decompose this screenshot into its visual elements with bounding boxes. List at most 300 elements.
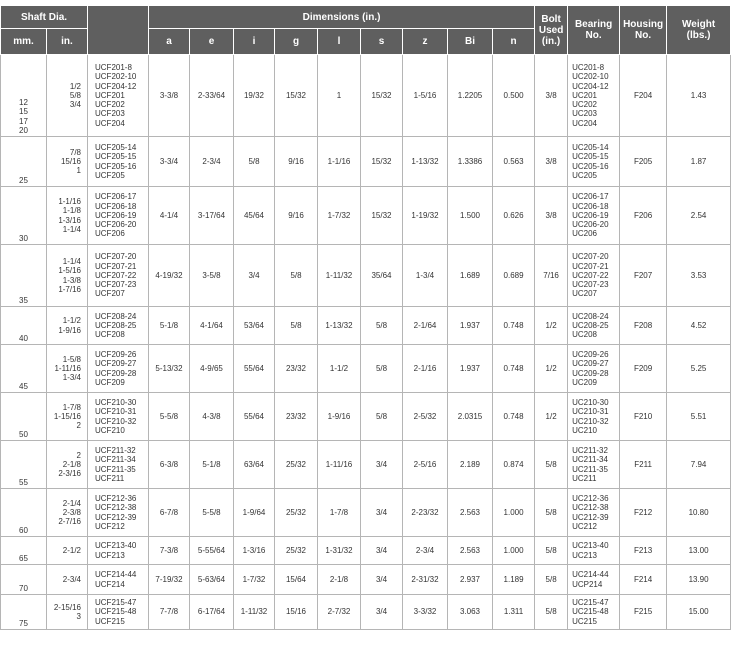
- mm-cell: [1, 345, 47, 393]
- table-row: [1, 55, 731, 137]
- dim-l-cell: 1-1/16: [318, 137, 361, 187]
- dim-z-cell: 3-3/32: [403, 595, 448, 630]
- unit-no-value: UCF207-21: [95, 261, 137, 271]
- bearing-no-cell: [568, 393, 620, 441]
- unit-no-value: UCF214: [95, 579, 125, 589]
- dim-a-cell: 5-13/32: [149, 345, 190, 393]
- inch-value: 2-1/4: [62, 498, 81, 508]
- table-row: [1, 393, 731, 441]
- bolt-used-cell: 5/8: [535, 537, 568, 565]
- bearing-no-value: UC206-18: [572, 201, 609, 211]
- bearing-no-value: UC209: [572, 377, 597, 387]
- dim-a-cell: 7-7/8: [149, 595, 190, 630]
- mm-cell: [1, 245, 47, 307]
- unit-no-value: UCF212: [95, 521, 125, 531]
- dim-i-cell: 1-7/32: [234, 565, 275, 595]
- bearing-no-value: UC213: [572, 550, 597, 560]
- dim-i-cell: 1-9/64: [234, 489, 275, 537]
- unit-no-value: UCF208-24: [95, 311, 137, 321]
- inch-value: 1-3/4: [62, 373, 81, 383]
- bearing-no-cell: [568, 137, 620, 187]
- bearing-no-value: UC214-44: [572, 570, 609, 580]
- dim-e-cell: 6-17/64: [190, 595, 234, 630]
- inch-value: 1-1/4: [62, 257, 81, 267]
- unit-no-cell: [88, 307, 149, 345]
- bearing-no-cell: [568, 595, 620, 630]
- inch-value: 1-5/16: [58, 266, 81, 276]
- unit-no-value: UCF202-10: [95, 72, 137, 82]
- dim-e-cell: 4-1/64: [190, 307, 234, 345]
- mm-value: 40: [19, 333, 28, 343]
- unit-no-value: UCF208-25: [95, 320, 137, 330]
- inch-value: 3: [76, 612, 81, 621]
- dim-s-cell: 5/8: [361, 345, 403, 393]
- bearing-no-value: UC206-20: [572, 220, 609, 230]
- table-body: [1, 55, 731, 630]
- dim-i-cell: 3/4: [234, 245, 275, 307]
- bearing-no-header-line: Bearing: [574, 19, 613, 30]
- dimensions-header: Dimensions (in.): [149, 6, 535, 29]
- dim-s-cell: 3/4: [361, 565, 403, 595]
- bearing-no-cell: [568, 245, 620, 307]
- dim-bi-cell: 2.189: [448, 441, 493, 489]
- dim-g-cell: 15/32: [275, 55, 318, 137]
- inch-value: 1/2: [69, 81, 81, 91]
- inch-value: 2-3/4: [62, 574, 81, 584]
- dim-s-cell: 15/32: [361, 187, 403, 245]
- bearing-no-value: UC208-25: [572, 320, 609, 330]
- bearing-no-cell: [568, 489, 620, 537]
- bearing-no-value: UC204: [572, 118, 597, 128]
- inch-cell: [47, 137, 88, 187]
- dim-i-cell: 5/8: [234, 137, 275, 187]
- mm-value: 60: [19, 525, 28, 535]
- dim-g-header: g: [275, 29, 318, 55]
- bearing-no-value: UC205: [572, 170, 597, 180]
- bearing-no-value: UC207-20: [572, 252, 609, 262]
- unit-no-value: UCF211-34: [95, 455, 136, 465]
- shaft-dia-header: Shaft Dia.: [1, 6, 88, 29]
- bearing-no-value: UC206: [572, 229, 597, 239]
- mm-value: 12: [19, 98, 28, 108]
- dim-s-cell: 3/4: [361, 489, 403, 537]
- bearing-no-value: UCP214: [572, 579, 603, 589]
- unit-no-value: UCF205-15: [95, 152, 137, 162]
- inch-value: 1-3/16: [58, 215, 81, 225]
- dim-s-cell: 5/8: [361, 393, 403, 441]
- dim-e-cell: 2-3/4: [190, 137, 234, 187]
- table-row: [1, 565, 731, 595]
- inch-value: 1-1/16: [58, 197, 81, 207]
- weight-cell: 13.90: [667, 565, 731, 595]
- bolt-used-cell: 3/8: [535, 137, 568, 187]
- dim-bi-cell: 1.500: [448, 187, 493, 245]
- unit-no-value: UCF215-48: [95, 607, 137, 617]
- mm-value: 15: [19, 107, 28, 117]
- dim-i-cell: 63/64: [234, 441, 275, 489]
- inch-cell: [47, 307, 88, 345]
- mm-cell: [1, 489, 47, 537]
- weight-cell: 7.94: [667, 441, 731, 489]
- inch-value: 2-1/8: [62, 459, 81, 469]
- mm-value: 17: [19, 116, 28, 126]
- dim-g-cell: 15/16: [275, 595, 318, 630]
- housing-no-header-line: No.: [635, 30, 652, 41]
- bolt-used-cell: 1/2: [535, 393, 568, 441]
- weight-header-line: Weight: [682, 19, 716, 30]
- mm-cell: [1, 537, 47, 565]
- weight-cell: 13.00: [667, 537, 731, 565]
- dim-a-cell: 4-19/32: [149, 245, 190, 307]
- dim-bi-cell: 2.563: [448, 537, 493, 565]
- bolt-used-cell: 7/16: [535, 245, 568, 307]
- dim-a-header: a: [149, 29, 190, 55]
- dim-i-cell: 53/64: [234, 307, 275, 345]
- dim-bi-cell: 2.563: [448, 489, 493, 537]
- bearing-no-value: UC203: [572, 109, 597, 119]
- dim-z-cell: 2-1/16: [403, 345, 448, 393]
- bearing-no-value: UC210-30: [572, 398, 609, 408]
- bearing-no-value: UC212-38: [572, 503, 609, 513]
- bolt-used-cell: 5/8: [535, 595, 568, 630]
- inch-value: 1-15/16: [53, 411, 81, 421]
- bolt-used-cell: 5/8: [535, 489, 568, 537]
- bearing-no-value: UC205-16: [572, 161, 609, 171]
- unit-no-cell: [88, 187, 149, 245]
- dim-g-cell: 23/32: [275, 393, 318, 441]
- bearing-no-header: [568, 6, 620, 55]
- bearing-no-value: UC215-47: [572, 598, 609, 608]
- table-header: [1, 6, 731, 55]
- unit-no-cell: [88, 55, 149, 137]
- inch-value: 1: [76, 166, 81, 176]
- dim-e-header: e: [190, 29, 234, 55]
- housing-no-cell: F212: [620, 489, 667, 537]
- inch-value: 5/8: [69, 90, 81, 100]
- table-row: [1, 537, 731, 565]
- dim-g-cell: 9/16: [275, 137, 318, 187]
- inch-value: 1-7/8: [62, 402, 81, 412]
- mm-value: 30: [19, 233, 28, 243]
- dim-n-cell: 0.563: [493, 137, 535, 187]
- unit-no-value: UCF210-30: [95, 398, 137, 408]
- bolt-used-cell: 5/8: [535, 565, 568, 595]
- inch-cell: [47, 565, 88, 595]
- bearing-no-value: UC211-34: [572, 455, 608, 465]
- weight-header: [667, 6, 731, 55]
- dim-n-cell: 0.748: [493, 307, 535, 345]
- unit-no-value: UCF206: [95, 229, 125, 239]
- inch-cell: [47, 441, 88, 489]
- dim-n-cell: 1.311: [493, 595, 535, 630]
- unit-no-value: UCF212-36: [95, 494, 137, 504]
- housing-no-cell: F208: [620, 307, 667, 345]
- unit-no-value: UCF206-18: [95, 201, 137, 211]
- dim-l-cell: 2-1/8: [318, 565, 361, 595]
- inch-cell: [47, 245, 88, 307]
- dim-i-cell: 55/64: [234, 345, 275, 393]
- bearing-no-cell: [568, 345, 620, 393]
- dim-i-cell: 55/64: [234, 393, 275, 441]
- dim-g-cell: 25/32: [275, 441, 318, 489]
- mm-cell: [1, 187, 47, 245]
- dim-e-cell: 5-5/8: [190, 489, 234, 537]
- bearing-no-value: UC209-28: [572, 368, 609, 378]
- unit-no-value: UCF201-8: [95, 63, 132, 73]
- housing-no-cell: F211: [620, 441, 667, 489]
- weight-cell: 1.43: [667, 55, 731, 137]
- bearing-no-cell: [568, 55, 620, 137]
- unit-no-cell: [88, 245, 149, 307]
- dim-z-cell: 2-1/64: [403, 307, 448, 345]
- dim-bi-header: Bi: [448, 29, 493, 55]
- mm-cell: [1, 307, 47, 345]
- dim-n-cell: 1.000: [493, 489, 535, 537]
- mm-value: 55: [19, 477, 28, 487]
- bolt-used-header-line: Bolt: [541, 13, 561, 25]
- table-row: [1, 307, 731, 345]
- dim-z-cell: 1-5/16: [403, 55, 448, 137]
- dim-n-header: n: [493, 29, 535, 55]
- bearing-no-value: UC211: [572, 473, 597, 483]
- dim-g-cell: 5/8: [275, 307, 318, 345]
- unit-no-value: UCF210-31: [95, 407, 137, 417]
- inch-value: 2-3/8: [62, 507, 81, 517]
- unit-no-value: UCF211: [95, 473, 125, 483]
- bearing-no-value: UC210-31: [572, 407, 609, 417]
- bearing-no-value: UC210-32: [572, 416, 609, 426]
- dim-bi-cell: 1.2205: [448, 55, 493, 137]
- unit-no-value: UCF211-35: [95, 464, 136, 474]
- unit-no-cell: [88, 565, 149, 595]
- unit-no-value: UCF206-19: [95, 210, 137, 220]
- dim-l-cell: 1-1/2: [318, 345, 361, 393]
- bolt-used-header: [535, 6, 568, 55]
- dim-n-cell: 0.689: [493, 245, 535, 307]
- bearing-no-cell: [568, 307, 620, 345]
- weight-header-line: (lbs.): [686, 30, 711, 41]
- unit-no-value: UCF213-40: [95, 541, 137, 551]
- inch-value: 2-7/16: [58, 517, 81, 527]
- unit-no-value: UCF210-32: [95, 416, 137, 426]
- unit-no-cell: [88, 537, 149, 565]
- unit-no-value: UCF212-38: [95, 503, 137, 513]
- unit-no-value: UCF209-28: [95, 368, 137, 378]
- unit-no-value: UCF207: [95, 289, 125, 299]
- unit-no-cell: [88, 345, 149, 393]
- unit-no-value: UCF201: [95, 90, 125, 100]
- dim-a-cell: 5-5/8: [149, 393, 190, 441]
- dim-e-cell: 5-1/8: [190, 441, 234, 489]
- housing-no-cell: F207: [620, 245, 667, 307]
- unit-no-cell: [88, 137, 149, 187]
- dim-bi-cell: 2.937: [448, 565, 493, 595]
- mm-cell: [1, 595, 47, 630]
- inch-value: 2-15/16: [53, 602, 81, 612]
- dim-e-cell: 3-5/8: [190, 245, 234, 307]
- dim-bi-cell: 2.0315: [448, 393, 493, 441]
- housing-no-cell: F209: [620, 345, 667, 393]
- dim-e-cell: 5-63/64: [190, 565, 234, 595]
- unit-no-cell: [88, 441, 149, 489]
- inch-value: 2: [76, 421, 81, 431]
- unit-no-value: UCF214-44: [95, 570, 137, 580]
- housing-no-cell: F204: [620, 55, 667, 137]
- dim-a-cell: 3-3/4: [149, 137, 190, 187]
- inch-cell: [47, 345, 88, 393]
- dim-n-cell: 0.500: [493, 55, 535, 137]
- dim-s-cell: 3/4: [361, 595, 403, 630]
- unit-no-value: UCF206-20: [95, 220, 137, 230]
- dim-a-cell: 6-7/8: [149, 489, 190, 537]
- unit-no-value: UCF207-23: [95, 280, 137, 290]
- bearing-no-value: UC212-39: [572, 512, 609, 522]
- weight-cell: 5.25: [667, 345, 731, 393]
- bearing-no-value: UC206-19: [572, 210, 609, 220]
- unit-no-value: UCF209-27: [95, 359, 137, 369]
- bearing-no-value: UC208-24: [572, 311, 609, 321]
- unit-no-value: UCF212-39: [95, 512, 137, 522]
- bearing-no-value: UC211-32: [572, 446, 608, 456]
- dim-a-cell: 5-1/8: [149, 307, 190, 345]
- dim-n-cell: 0.626: [493, 187, 535, 245]
- inch-value: 3/4: [69, 100, 81, 110]
- dim-l-cell: 1: [318, 55, 361, 137]
- dim-l-cell: 1-11/32: [318, 245, 361, 307]
- inch-value: 15/16: [60, 156, 81, 166]
- dim-s-cell: 35/64: [361, 245, 403, 307]
- unit-no-value: UCF211-32: [95, 446, 136, 456]
- bearing-no-cell: [568, 565, 620, 595]
- housing-no-cell: F205: [620, 137, 667, 187]
- dim-l-cell: 1-9/16: [318, 393, 361, 441]
- bearing-no-value: UC205-15: [572, 152, 609, 162]
- inch-cell: [47, 489, 88, 537]
- unit-no-value: UCF208: [95, 330, 125, 340]
- bearing-no-value: UC215: [572, 616, 597, 626]
- dim-n-cell: 1.189: [493, 565, 535, 595]
- dim-l-cell: 2-7/32: [318, 595, 361, 630]
- bolt-used-cell: 3/8: [535, 55, 568, 137]
- bearing-no-value: UC210: [572, 425, 597, 435]
- bearing-no-value: UC206-17: [572, 192, 609, 202]
- mm-cell: [1, 55, 47, 137]
- dim-z-cell: 1-3/4: [403, 245, 448, 307]
- inch-cell: [47, 187, 88, 245]
- bolt-used-cell: 5/8: [535, 441, 568, 489]
- bearing-no-value: UC201: [572, 90, 597, 100]
- dim-i-cell: 1-11/32: [234, 595, 275, 630]
- housing-no-cell: F206: [620, 187, 667, 245]
- dim-z-cell: 2-5/16: [403, 441, 448, 489]
- unit-no-value: UCF205-16: [95, 161, 137, 171]
- table-row: [1, 345, 731, 393]
- bearing-no-value: UC205-14: [572, 143, 609, 153]
- unit-no-value: UCF204-12: [95, 81, 137, 91]
- dim-s-cell: 3/4: [361, 537, 403, 565]
- dim-e-cell: 4-3/8: [190, 393, 234, 441]
- housing-no-header-line: Housing: [623, 19, 664, 30]
- unit-no-value: UCF205-14: [95, 143, 137, 153]
- table-row: [1, 595, 731, 630]
- inch-cell: [47, 537, 88, 565]
- dim-i-cell: 1-3/16: [234, 537, 275, 565]
- table-row: [1, 187, 731, 245]
- weight-cell: 10.80: [667, 489, 731, 537]
- bearing-no-value: UC207: [572, 289, 597, 299]
- unit-no-value: UCF205: [95, 170, 125, 180]
- inch-value: 1-7/16: [58, 284, 81, 294]
- housing-no-header: [620, 6, 667, 55]
- dim-g-cell: 9/16: [275, 187, 318, 245]
- dim-z-cell: 1-19/32: [403, 187, 448, 245]
- bearing-no-value: UC201-8: [572, 63, 605, 73]
- dim-i-cell: 45/64: [234, 187, 275, 245]
- dim-n-cell: 1.000: [493, 537, 535, 565]
- dim-z-cell: 2-5/32: [403, 393, 448, 441]
- inch-value: 1-9/16: [58, 325, 81, 335]
- bearing-no-value: UC209-26: [572, 350, 609, 360]
- bearing-no-value: UC211-35: [572, 464, 608, 474]
- unit-no-value: UCF215-47: [95, 598, 137, 608]
- dim-bi-cell: 1.937: [448, 307, 493, 345]
- in-header: in.: [47, 29, 88, 55]
- dim-g-cell: 25/32: [275, 489, 318, 537]
- dim-a-cell: 7-3/8: [149, 537, 190, 565]
- dim-n-cell: 0.874: [493, 441, 535, 489]
- table-row: [1, 245, 731, 307]
- mm-value: 35: [19, 295, 28, 305]
- bearing-no-value: UC202: [572, 100, 597, 110]
- weight-cell: 5.51: [667, 393, 731, 441]
- dim-a-cell: 7-19/32: [149, 565, 190, 595]
- dim-n-cell: 0.748: [493, 393, 535, 441]
- unit-no-cell: [88, 595, 149, 630]
- housing-no-cell: F213: [620, 537, 667, 565]
- bearing-no-value: UC207-23: [572, 280, 609, 290]
- unit-no-value: UCF207-20: [95, 252, 137, 262]
- bearing-no-cell: [568, 187, 620, 245]
- weight-cell: 4.52: [667, 307, 731, 345]
- dim-a-cell: 3-3/8: [149, 55, 190, 137]
- bearing-no-cell: [568, 441, 620, 489]
- dim-g-cell: 23/32: [275, 345, 318, 393]
- inch-value: 2-1/2: [62, 545, 81, 555]
- mm-value: 65: [19, 553, 28, 563]
- dim-a-cell: 4-1/4: [149, 187, 190, 245]
- weight-cell: 15.00: [667, 595, 731, 630]
- inch-value: 2-3/16: [58, 469, 81, 479]
- dim-l-header: l: [318, 29, 361, 55]
- bolt-used-header-line: (in.): [541, 35, 561, 47]
- mm-cell: [1, 441, 47, 489]
- dim-e-cell: 4-9/65: [190, 345, 234, 393]
- mm-value: 45: [19, 381, 28, 391]
- dim-l-cell: 1-7/32: [318, 187, 361, 245]
- bearing-no-value: UC209-27: [572, 359, 609, 369]
- dim-i-header: i: [234, 29, 275, 55]
- dim-n-cell: 0.748: [493, 345, 535, 393]
- dim-e-cell: 5-55/64: [190, 537, 234, 565]
- bolt-used-cell: 1/2: [535, 345, 568, 393]
- bearing-no-value: UC215-48: [572, 607, 609, 617]
- dim-s-cell: 15/32: [361, 55, 403, 137]
- dim-l-cell: 1-7/8: [318, 489, 361, 537]
- mm-cell: [1, 565, 47, 595]
- dim-z-header: z: [403, 29, 448, 55]
- dim-g-cell: 5/8: [275, 245, 318, 307]
- dim-l-cell: 1-13/32: [318, 307, 361, 345]
